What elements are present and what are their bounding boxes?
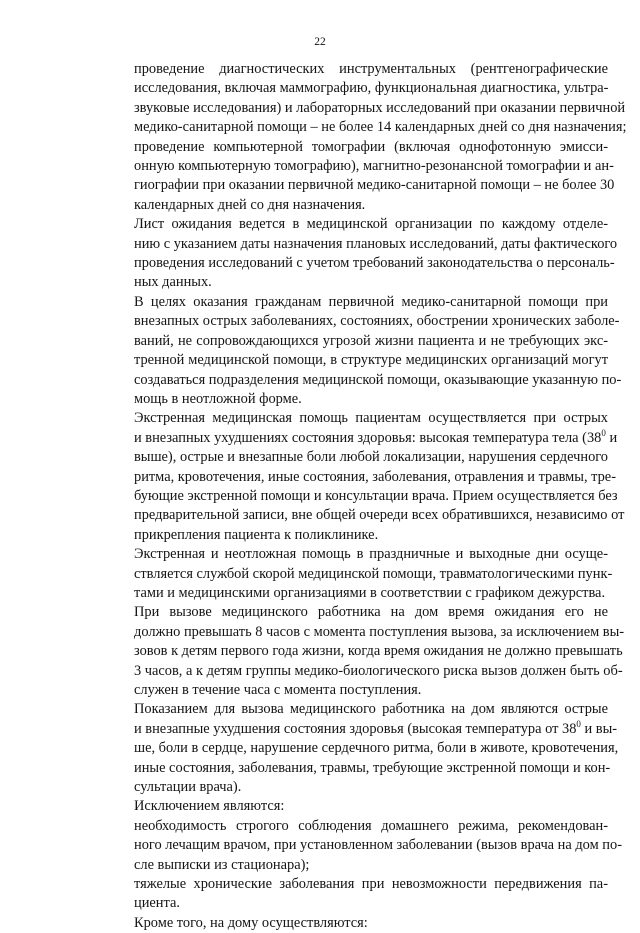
- text-line: и внезапные ухудшения состояния здоровья (высокая температура от $38^0$ и вы-: [134, 718, 618, 737]
- text-line: сле выписки из стационара);: [134, 856, 310, 873]
- text-line: проведения исследований с учетом требований законодательства о персональ-: [134, 255, 615, 272]
- text-line: иные состояния, заболевания, травмы, требующие экстренной помощи и кон-: [134, 759, 611, 776]
- superscript: 0: [601, 427, 606, 438]
- text-line: ствляется службой скорой медицинской помощи, травматологическими пунк-: [134, 565, 613, 582]
- paragraph: [116, 603, 625, 700]
- text-line: медико-санитарной помощи – не более 14 календарных дней со дня назначения;: [134, 119, 627, 136]
- text-line: Показанием для вызова медицинского работника на дом являются острые: [134, 701, 608, 718]
- text-line: проведение диагностических инструментальных (рентгенографические: [134, 61, 608, 77]
- text-line: циента.: [134, 895, 180, 912]
- paragraph: [116, 817, 622, 875]
- paragraph: [116, 293, 622, 409]
- text-line: зовов к детям первого года жизни, когда время ожидания не должно превышать: [134, 643, 623, 660]
- paragraph: [116, 409, 625, 545]
- text-line: прикрепления пациента к поликлинике.: [134, 526, 379, 543]
- text-line: ритма, кровотечения, иные состояния, заболевания, отравления и травмы, тре-: [134, 468, 616, 485]
- text-line: ных данных.: [134, 274, 212, 291]
- text-line: предварительной записи, вне общей очереди всех обратившихся, независимо от: [134, 507, 625, 524]
- text-line: служен в течение часа с момента поступления.: [134, 682, 422, 698]
- text-line: календарных дней со дня назначения.: [134, 196, 366, 213]
- text-line: Кроме того, на дому осуществляются:: [134, 914, 368, 931]
- text-line: гиографии при оказании первичной медико-санитарной помощи – не более 30: [134, 177, 615, 194]
- text-line: необходимость строгого соблюдения домашнего режима, рекомендован-: [134, 817, 608, 834]
- text-line: Исключением являются:: [134, 798, 285, 815]
- text-line: создаваться подразделения медицинской помощи, оказывающие указанную по-: [134, 371, 622, 388]
- text-line: Лист ожидания ведется в медицинской организации по каждому отделе-: [134, 216, 608, 233]
- paragraph: [116, 215, 618, 293]
- text-line: 3 часов, а к детям группы медико-биологического риска вызов должен быть об-: [134, 662, 623, 679]
- text-line: должно превышать 8 часов с момента поступления вызова, за исключением вы-: [134, 623, 625, 640]
- text-line: ше, боли в сердце, нарушение сердечного ритма, боли в животе, кровотечения,: [134, 740, 619, 757]
- paragraph: [116, 545, 613, 603]
- text-line: При вызове медицинского работника на дом время ожидания его не: [134, 604, 608, 621]
- text-line: нию с указанием даты назначения плановых исследований, даты фактического: [134, 235, 618, 252]
- text-line: проведение компьютерной томографии (включая однофотонную эмисси-: [134, 138, 608, 155]
- text-line: бующие экстренной помощи и консультации врача. Прием осуществляется без: [134, 487, 618, 504]
- paragraph: [116, 138, 615, 216]
- text-line: тяжелые хронические заболевания при невозможности передвижения па-: [134, 876, 608, 893]
- paragraph: [116, 797, 608, 816]
- text-line: Экстренная медицинская помощь пациентам осуществляется при острых: [134, 410, 608, 427]
- text-body: [116, 60, 627, 933]
- text-line: звуковые исследования) и лабораторных исследований при оказании первичной: [134, 99, 626, 116]
- text-line: сультации врача).: [134, 779, 242, 796]
- page-number: 22: [314, 36, 326, 48]
- text-line: исследования, включая маммографию, функциональная диагностика, ультра-: [134, 80, 609, 97]
- text-line: внезапных острых заболеваниях, состояниях, обострении хронических заболе-: [134, 313, 620, 330]
- paragraph: [116, 700, 619, 797]
- text-line: ного лечащим врачом, при установленном заболевании (вызов врача на дом по-: [134, 837, 622, 854]
- text-line: выше), острые и внезапные боли любой локализации, нарушения сердечного: [134, 449, 608, 466]
- text-line: тренной медицинской помощи, в структуре медицинских организаций могут: [134, 352, 608, 369]
- text-line: тами и медицинскими организациями в соответствии с графиком дежурства.: [134, 584, 606, 601]
- text-line: ваний, не сопровождающихся угрозой жизни пациента и не требующих экс-: [134, 332, 608, 349]
- paragraph: [116, 875, 608, 914]
- paragraph: [116, 914, 608, 933]
- text-line: Экстренная и неотложная помощь в праздничные и выходные дни осуще-: [134, 546, 608, 563]
- paragraph: [116, 60, 627, 138]
- text-line: В целях оказания гражданам первичной медико-санитарной помощи при: [134, 293, 608, 310]
- text-line: мощь в неотложной форме.: [134, 390, 302, 407]
- text-line: и внезапных ухудшениях состояния здоровья: высокая температура тела ($38^0$ и: [134, 427, 618, 446]
- superscript: 0: [576, 718, 581, 729]
- text-line: онную компьютерную томографию), магнитно-резонансной томографии и ан-: [134, 158, 614, 175]
